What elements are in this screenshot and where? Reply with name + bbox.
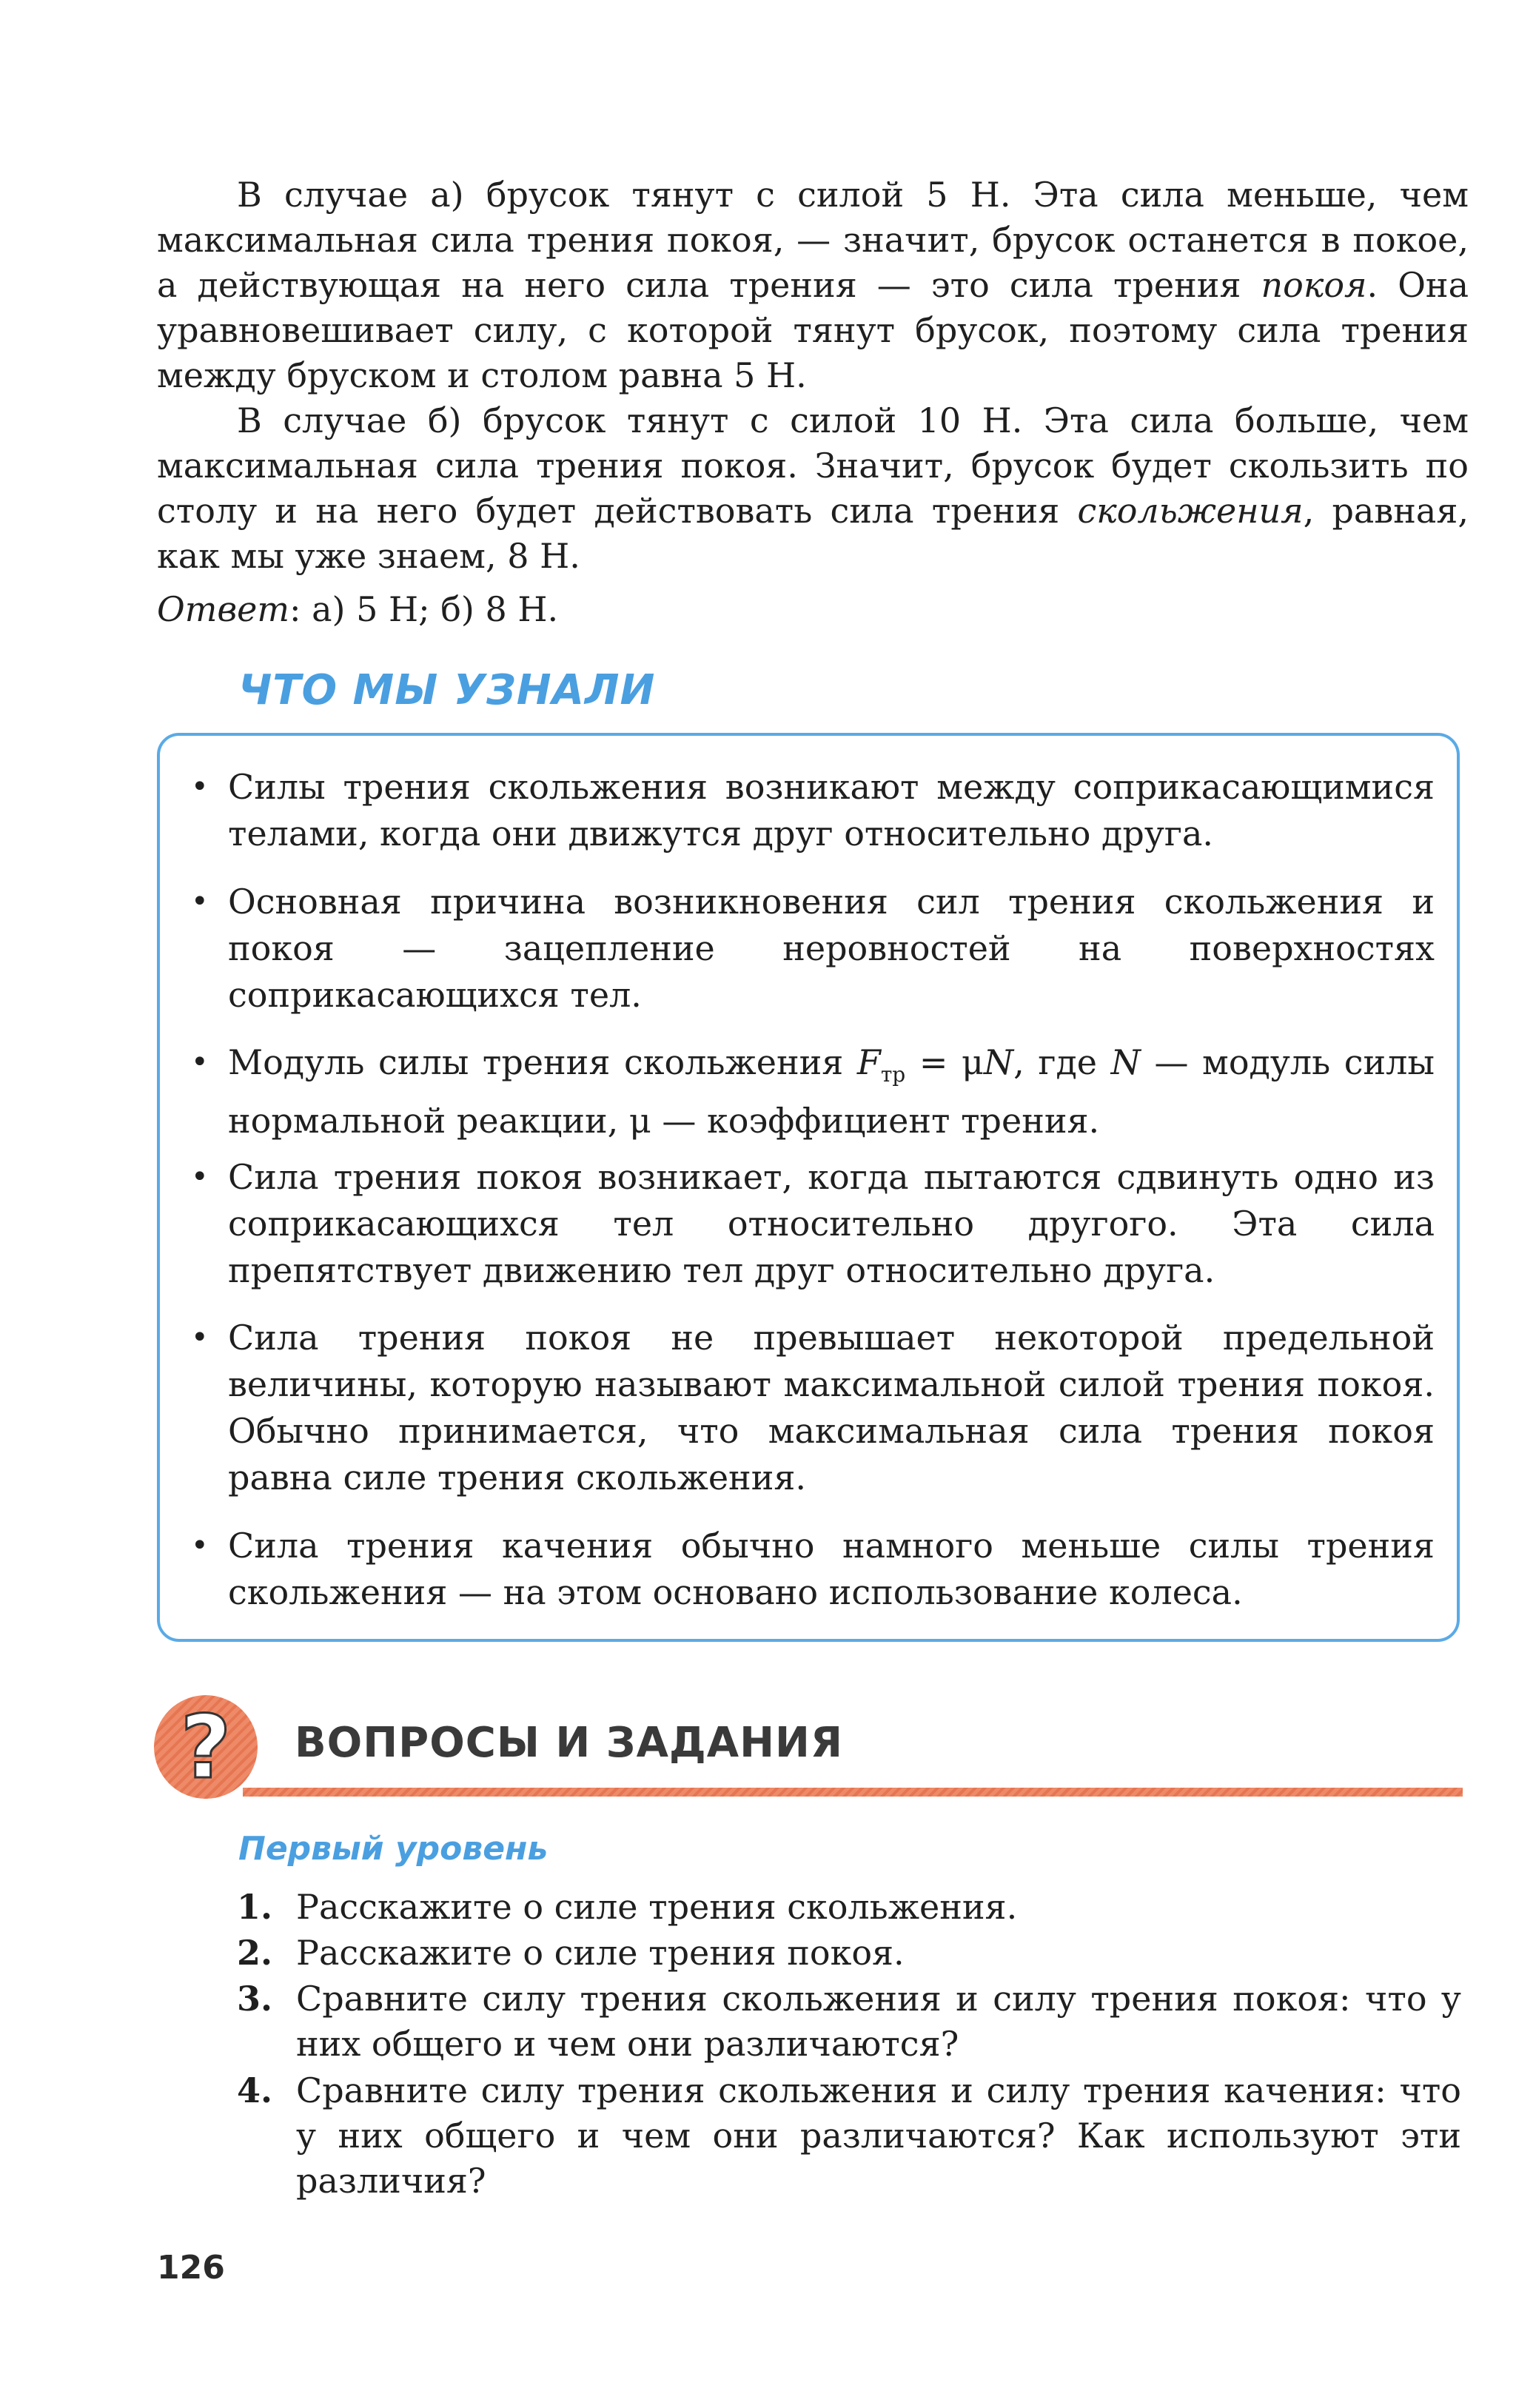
question-mark-icon: ? xyxy=(180,1696,232,1798)
task-item: 3. Сравните силу трения скольжения и силу трения покоя: что у них общего и чем они различаются? xyxy=(237,1979,1461,2064)
answer-line: Ответ: а) 5 Н; б) 8 Н. xyxy=(157,589,559,629)
bullet-icon: • xyxy=(191,1160,209,1194)
page-number: 126 xyxy=(157,2249,225,2287)
level-title: Первый уровень xyxy=(238,1830,549,1868)
bullet-icon: • xyxy=(191,1529,209,1563)
task-item: 2. Расскажите о силе трения покоя. xyxy=(237,1933,905,1973)
formula-subscript: тр xyxy=(880,1062,906,1087)
summary-item: • Силы трения скольжения возникают между соприкасающимися телами, когда они движутся друг относительно друга. xyxy=(228,764,1435,857)
summary-item: • Основная причина возникновения сил трения скольжения и покоя — зацепление неровностей на поверхностях соприкасающихся тел. xyxy=(228,879,1435,1019)
bullet-icon: • xyxy=(191,885,209,919)
bullet-icon: • xyxy=(191,770,209,804)
summary-item: • Сила трения качения обычно намного меньше силы трения скольжения — на этом основано использование колеса. xyxy=(228,1523,1435,1616)
task-item: 1. Расскажите о силе трения скольжения. xyxy=(237,1887,1018,1927)
paragraph-case-a: В случае а) брусок тянут с силой 5 Н. Эта сила меньше, чем максимальная сила трения покоя, — значит, брусок останется в покое, а действующая на него сила трения — это сила трения покоя. Она уравновешивает силу, с которой тянут брусок, поэтому сила трения между бруском и столом равна 5 Н. xyxy=(157,175,1469,395)
bullet-icon: • xyxy=(191,1321,209,1355)
paragraph-case-b: В случае б) брусок тянут с силой 10 Н. Эта сила больше, чем максимальная сила трения покоя. Значит, брусок будет скользить по столу и на него будет действовать сила трения скольжения, равная, как мы уже знаем, 8 Н. xyxy=(157,400,1469,576)
task-item: 4. Сравните силу трения скольжения и силу трения качения: что у них общего и чем они различаются? Как используют эти различия? xyxy=(237,2070,1461,2201)
summary-item: • Сила трения покоя не превышает некоторой предельной величины, которую называют максимальной силой трения покоя. Обычно принимается, что максимальная сила трения покоя равна силе трения скольжения. xyxy=(228,1315,1435,1501)
questions-rule xyxy=(243,1788,1463,1797)
summary-item-formula: • Модуль силы трения скольжения $F_{тр} = \mu N$, где N — модуль силы нормальной реакции, μ — коэффициент трения. xyxy=(228,1039,1435,1144)
questions-title: ВОПРОСЫ И ЗАДАНИЯ xyxy=(295,1719,843,1767)
bullet-icon: • xyxy=(191,1045,209,1079)
formula-F: F xyxy=(856,1042,881,1082)
summary-title: ЧТО МЫ УЗНАЛИ xyxy=(238,666,656,714)
questions-header xyxy=(154,1695,1463,1806)
summary-box xyxy=(157,733,1460,1642)
summary-item: • Сила трения покоя возникает, когда пытаются сдвинуть одно из соприкасающихся тел относительно другого. Эта сила препятствует движению тел друг относительно друга. xyxy=(228,1154,1435,1294)
